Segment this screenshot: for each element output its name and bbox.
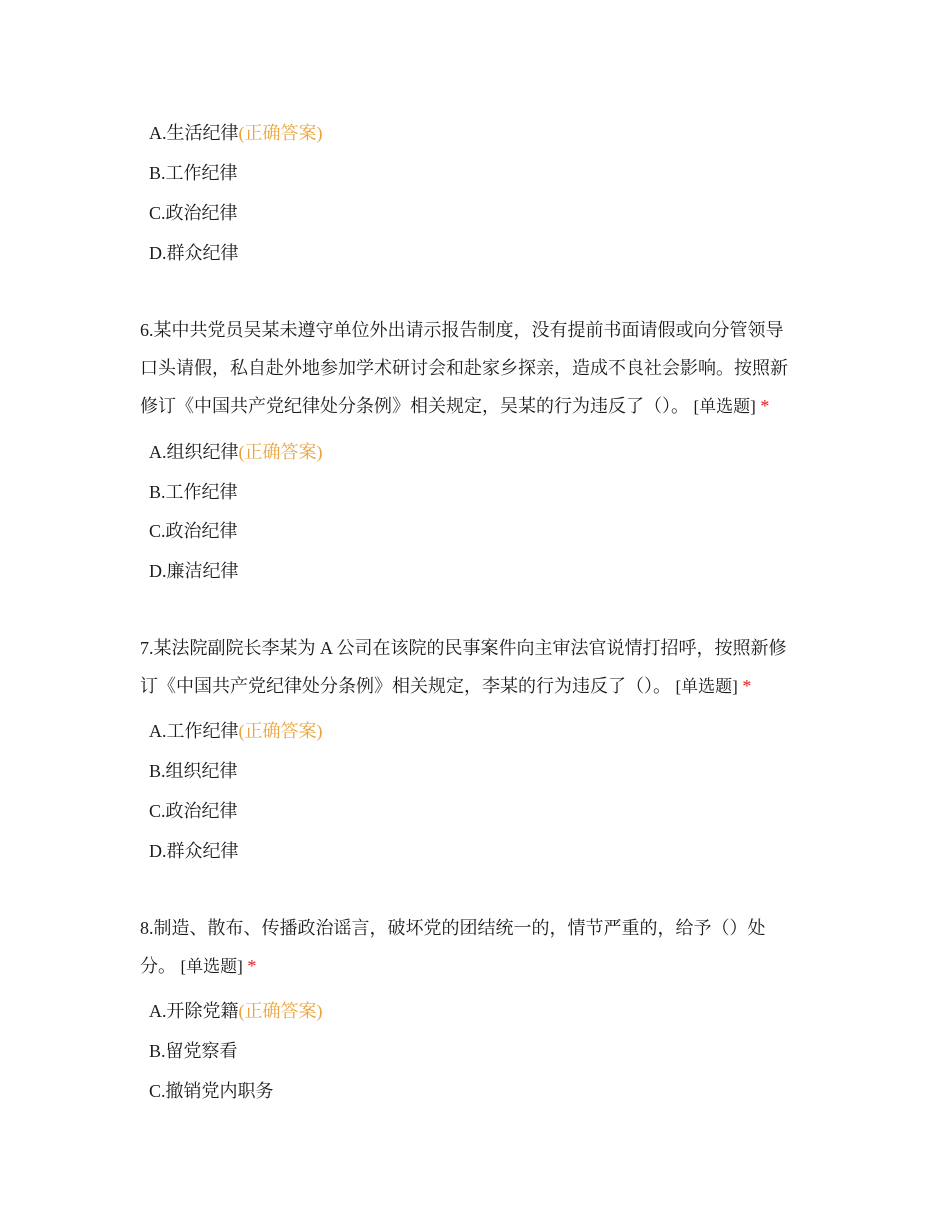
- question-type-label: [单选题]: [180, 957, 243, 976]
- q6-option-a[interactable]: [149, 440, 323, 464]
- question-text-line: 6.某中共党员吴某未遵守单位外出请示报告制度，没有提前书面请假或向分管领导: [140, 320, 784, 340]
- q5-option-d[interactable]: [149, 241, 239, 265]
- question-text: 订《中国共产党纪律处分条例》相关规定，李某的行为违反了（）。: [140, 676, 671, 696]
- question-text-line: 口头请假，私自赴外地参加学术研讨会和赴家乡探亲，造成不良社会影响。按照新: [140, 358, 788, 378]
- option-label: D.群众纪律: [149, 243, 239, 263]
- option-label: B.工作纪律: [149, 482, 238, 502]
- option-label: B.组织纪律: [149, 761, 238, 781]
- option-label: B.留党察看: [149, 1041, 238, 1061]
- option-label: A.开除党籍: [149, 1001, 239, 1021]
- question-text-line: 7.某法院副院长李某为 A 公司在该院的民事案件向主审法官说情打招呼，按照新修: [140, 638, 787, 658]
- option-label: C.政治纪律: [149, 521, 238, 541]
- option-label: A.工作纪律: [149, 721, 239, 741]
- q7-option-c[interactable]: [149, 799, 238, 823]
- q8-option-c[interactable]: [149, 1079, 274, 1103]
- question-text-line-last: [140, 947, 820, 985]
- question-text: 分。: [140, 956, 176, 976]
- option-label: D.群众纪律: [149, 841, 239, 861]
- question-text: 修订《中国共产党纪律处分条例》相关规定，吴某的行为违反了（）。: [140, 396, 689, 416]
- question-text-line-last: [140, 387, 820, 425]
- q8-option-b[interactable]: [149, 1039, 238, 1063]
- q7-option-a[interactable]: [149, 719, 323, 743]
- correct-answer-tag: (正确答案): [238, 123, 323, 143]
- required-marker: *: [742, 676, 752, 696]
- option-label: B.工作纪律: [149, 163, 238, 183]
- q8-title: [140, 909, 820, 985]
- q5-option-a[interactable]: [149, 121, 323, 145]
- option-label: C.政治纪律: [149, 801, 238, 821]
- q8-option-a[interactable]: [149, 999, 323, 1023]
- q6-title: [140, 311, 820, 425]
- required-marker: *: [247, 956, 257, 976]
- option-label: D.廉洁纪律: [149, 561, 239, 581]
- correct-answer-tag: (正确答案): [238, 442, 323, 462]
- q6-option-c[interactable]: [149, 519, 238, 543]
- option-label: A.生活纪律: [149, 123, 239, 143]
- option-label: C.撤销党内职务: [149, 1081, 274, 1101]
- correct-answer-tag: (正确答案): [238, 1001, 323, 1021]
- q6-option-d[interactable]: [149, 559, 239, 583]
- q7-title: [140, 629, 820, 705]
- question-type-label: [单选题]: [675, 677, 738, 696]
- q5-option-c[interactable]: [149, 201, 238, 225]
- option-label: A.组织纪律: [149, 442, 239, 462]
- question-type-label: [单选题]: [693, 397, 756, 416]
- correct-answer-tag: (正确答案): [238, 721, 323, 741]
- q5-option-b[interactable]: [149, 161, 238, 185]
- option-label: C.政治纪律: [149, 203, 238, 223]
- q7-option-b[interactable]: [149, 759, 238, 783]
- q6-option-b[interactable]: [149, 480, 238, 504]
- required-marker: *: [760, 396, 770, 416]
- question-text-line-last: [140, 667, 820, 705]
- q7-option-d[interactable]: [149, 839, 239, 863]
- question-text-line: 8.制造、散布、传播政治谣言，破坏党的团结统一的，情节严重的，给予（）处: [140, 918, 766, 938]
